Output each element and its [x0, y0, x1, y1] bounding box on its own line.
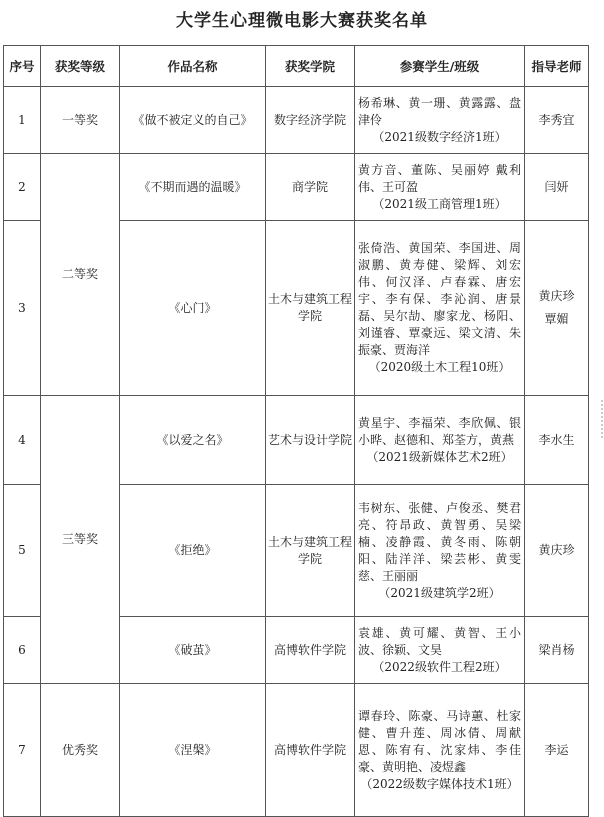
row-no: 7	[4, 684, 41, 817]
class-name: （2022级软件工程2班）	[372, 659, 507, 674]
table-row	[4, 396, 589, 485]
work-title: 《心门》	[120, 221, 266, 396]
row-no: 2	[4, 154, 41, 221]
college: 艺术与设计学院	[266, 396, 355, 485]
students-cell	[355, 154, 525, 221]
teacher: 梁肖杨	[525, 617, 589, 684]
work-title: 《做不被定义的自己》	[120, 87, 266, 154]
row-no: 6	[4, 617, 41, 684]
teacher: 李秀宜	[525, 87, 589, 154]
class-name: （2020级土木工程10班）	[368, 360, 511, 374]
work-title: 《破茧》	[120, 617, 266, 684]
teacher: 黄庆珍	[538, 289, 575, 303]
row-no: 5	[4, 485, 41, 617]
students: 袁雄、黄可耀、黄智、王小波、徐颖、文昊	[358, 625, 521, 657]
row-no: 3	[4, 221, 41, 396]
students-cell	[355, 485, 525, 617]
work-title: 《不期而遇的温暖》	[120, 154, 266, 221]
header-award: 获奖等级	[41, 46, 120, 87]
award-level: 一等奖	[41, 87, 120, 154]
teacher-cell	[525, 221, 589, 396]
header-work: 作品名称	[120, 46, 266, 87]
table-row	[4, 684, 589, 817]
students-cell	[355, 221, 525, 396]
row-no: 4	[4, 396, 41, 485]
college: 高博软件学院	[266, 617, 355, 684]
teacher: 闫妍	[525, 154, 589, 221]
students-cell	[355, 87, 525, 154]
teacher-2: 覃媚	[544, 312, 569, 326]
students: 谭春玲、陈豪、马诗蕙、杜家健、曹升莲、周冰倩、周献恩、陈宥有、沈家炜、李佳豪、黄明艳、凌煜鑫	[358, 708, 521, 774]
award-level: 三等奖	[41, 396, 120, 684]
class-name: （2021级数字经济1班）	[372, 129, 507, 144]
row-no: 1	[4, 87, 41, 154]
page-title: 大学生心理微电影大赛获奖名单	[176, 11, 428, 31]
class-name: （2021级新媒体艺术2班）	[366, 449, 513, 464]
work-title: 《以爱之名》	[120, 396, 266, 485]
class-name: （2022级数字媒体技术1班）	[360, 776, 519, 791]
college: 土木与建筑工程学院	[266, 485, 355, 617]
students-cell	[355, 396, 525, 485]
students: 韦树东、张健、卢俊丞、樊君亮、符昂政、黄智勇、吴梁楠、凌静霞、黄冬雨、陈朝阳、陆洋洋、梁芸彬、黄雯慈、王丽丽	[358, 500, 521, 583]
students: 张倚浩、黄国荣、李国进、周淑鹏、黄寿健、梁辉、刘宏伟、何汉泽、卢春霖、唐宏宇、李有保、李沁润、唐景磊、吴尔劼、廖家龙、杨阳、刘谨睿、覃豪远、梁文清、朱振豪、贾海洋	[358, 241, 521, 357]
awards-table	[3, 45, 589, 817]
teacher: 黄庆珍	[525, 485, 589, 617]
class-name: （2021级建筑学2班）	[378, 585, 501, 600]
header-teacher: 指导老师	[525, 46, 589, 87]
students: 杨希琳、黄一珊、黄露露、盘津伶	[358, 95, 521, 127]
award-level: 优秀奖	[41, 684, 120, 817]
students: 黄星宇、李福荣、李欣佩、银小晔、赵德和、郑荃方，黄燕	[358, 415, 521, 447]
award-level: 二等奖	[41, 154, 120, 396]
table-row	[4, 154, 589, 221]
scroll-edge-marker	[598, 400, 604, 440]
work-title: 《拒绝》	[120, 485, 266, 617]
students-cell	[355, 617, 525, 684]
work-title: 《涅槃》	[120, 684, 266, 817]
header-college: 获奖学院	[266, 46, 355, 87]
teacher: 李水生	[525, 396, 589, 485]
college: 土木与建筑工程学院	[266, 221, 355, 396]
students: 黄方音、董陈、吴丽婷 戴利伟、王可盈	[358, 162, 521, 194]
teacher: 李运	[525, 684, 589, 817]
students-cell	[355, 684, 525, 817]
college: 数字经济学院	[266, 87, 355, 154]
college: 商学院	[266, 154, 355, 221]
table-row	[4, 87, 589, 154]
college: 高博软件学院	[266, 684, 355, 817]
header-students: 参赛学生/班级	[355, 46, 525, 87]
header-no: 序号	[4, 46, 41, 87]
class-name: （2021级工商管理1班）	[372, 196, 507, 211]
header-row	[4, 46, 589, 87]
